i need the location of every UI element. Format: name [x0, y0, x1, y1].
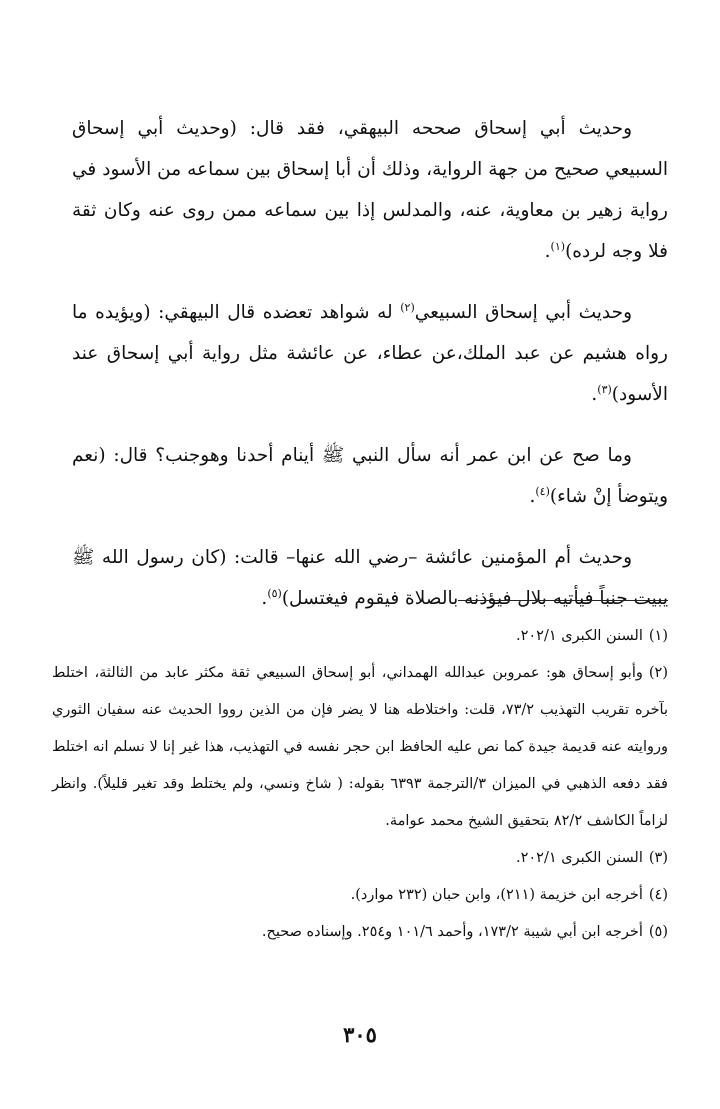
footnote-ref: (٥): [267, 586, 282, 600]
paragraph-tail: .: [529, 486, 536, 507]
paragraph-1: [72, 108, 668, 272]
paragraph-3: [72, 435, 668, 517]
footnote-number: (٤): [648, 887, 668, 903]
footnote-ref: (١): [550, 239, 566, 253]
footnote-1: [52, 618, 668, 655]
paragraph-text: وما صح عن ابن عمر أنه سأل النبي ﷺ أينام أحدنا وهوجنب؟ قال: (نعم ويتوضأ إنْ شاء): [72, 445, 668, 507]
footnote-text: أخرجه ابن خزيمة (٢١١)، وابن حبان (٢٣٢ موارد).: [350, 887, 643, 903]
paragraph-text: وحديث أم المؤمنين عائشة –رضي الله عنها– قالت: (كان رسول الله ﷺ يبيت جنباً فيأتيه بلال فيؤذنه بالصلاة فيقوم فيغتسل): [72, 547, 668, 609]
footnote-ref: (٣): [597, 382, 612, 396]
footnotes: [52, 618, 668, 951]
footnote-divider: [458, 600, 668, 601]
footnote-4: [52, 877, 668, 914]
paragraph-tail: .: [261, 588, 268, 609]
paragraph-tail: .: [591, 384, 598, 405]
footnote-ref: (٤): [535, 484, 550, 498]
footnote-number: (٣): [648, 850, 668, 866]
paragraph-tail: .: [544, 241, 551, 262]
footnote-ref: (٢): [400, 300, 415, 314]
footnote-number: (٥): [648, 924, 668, 940]
page-number: ٣٠٥: [343, 1022, 377, 1047]
footnote-text: أخرجه ابن أبي شيبة ١٧٣/٢، وأحمد ١٠١/٦ و٢٥٤. وإسناده صحيح.: [261, 924, 643, 940]
paragraph-text: وحديث أبي إسحاق صححه البيهقي، فقد قال: (وحديث أبي إسحاق السبيعي صحيح من جهة الرواية، وذلك أن أبا إسحاق بين سماعه من الأسود في رواية زهير بن معاوية، عنه، والمدلس إذا بين سماعه ممن روى عنه وكان ثقة فلا وجه لرده): [72, 118, 668, 262]
footnote-text: السنن الكبرى ٢٠٢/١.: [516, 850, 643, 866]
footnote-text: السنن الكبرى ٢٠٢/١.: [516, 628, 643, 644]
paragraph-text: له شواهد تعضده قال البيهقي: (ويؤيده ما رواه هشيم عن عبد الملك،عن عطاء، عن عائشة مثل رواية أبي إسحاق عند الأسود): [72, 302, 668, 405]
footnote-text: وأبو إسحاق هو: عمروبن عبدالله الهمداني، أبو إسحاق السبيعي ثقة مكثر عابد من الثالثة، اختلط بآخره تقريب التهذيب ٧٣/٢، قلت: واختلاطه هنا لا يضر فإن من الذين رووا الحديث عنه سفيان الثوري وروايته عنه قديمة جيدة كما نص عليه الحافظ ابن حجر نفسه في التهذيب، هذا غير إنا لا نسلم انه اختلط فقد دفعه الذهبي في الميزان ٣/الترجمة ٦٣٩٣ بقوله: ( شاخ ونسي، ولم يختلط وقد تغير قليلاً). وانظر لزاماً الكاشف ٨٢/٢ بتحقيق الشيخ محمد عوامة.: [52, 665, 668, 829]
paragraph-4: [72, 537, 668, 619]
paragraph-text-before-ref: وحديث أبي إسحاق السبيعي: [414, 302, 633, 323]
footnote-number: (٢): [648, 665, 668, 681]
footnote-number: (١): [648, 628, 668, 644]
footnote-2: [52, 655, 668, 840]
paragraph-2: [72, 292, 668, 415]
footnote-3: [52, 840, 668, 877]
footnote-5: [52, 914, 668, 951]
main-text: [72, 108, 668, 639]
